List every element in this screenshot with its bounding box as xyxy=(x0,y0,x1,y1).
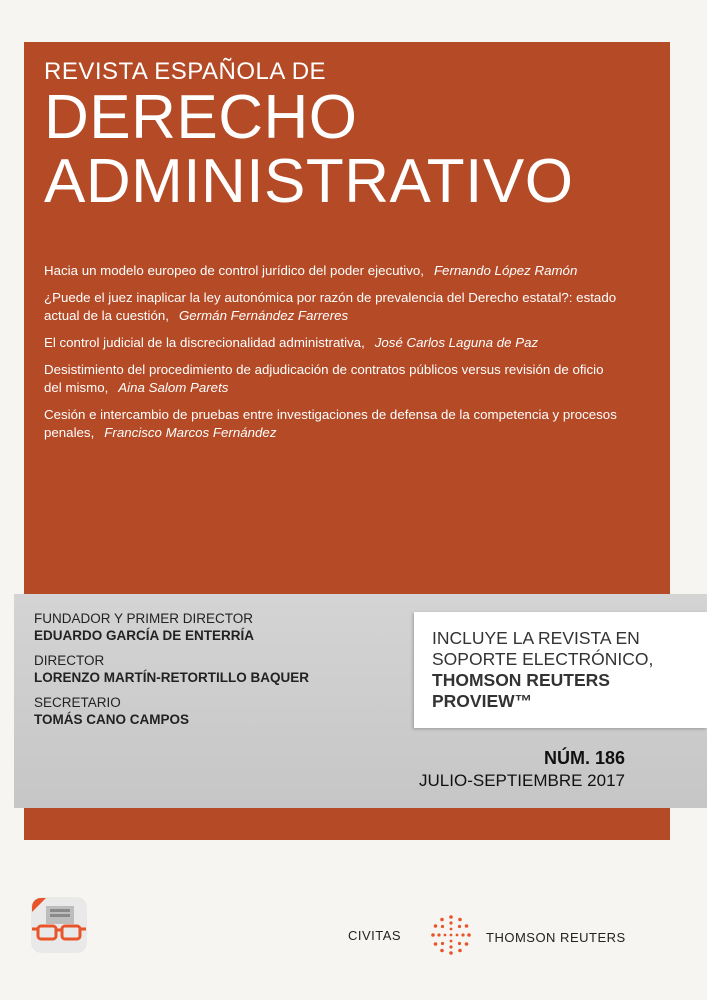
article-title: El control judicial de la discrecionalidad administrativa, xyxy=(44,335,365,350)
toc-item xyxy=(44,334,624,352)
publisher-thomson-reuters: THOMSON REUTERS xyxy=(486,930,626,945)
proview-app-icon xyxy=(32,898,86,952)
issue-info xyxy=(419,746,625,792)
promo-line-1: INCLUYE LA REVISTA EN xyxy=(432,628,640,648)
toc-item xyxy=(44,361,624,397)
title-line-1: DERECHO xyxy=(44,83,358,152)
secretary-role: SECRETARIO xyxy=(34,695,121,710)
secretary-name: TOMÁS CANO CAMPOS xyxy=(34,712,190,727)
title-line-2: ADMINISTRATIVO xyxy=(44,147,574,216)
proview-promo-box xyxy=(414,612,707,728)
article-title: Cesión e intercambio de pruebas entre investigaciones de defensa de la competencia y procesos penales, xyxy=(44,407,617,440)
article-title: ¿Puede el juez inaplicar la ley autonómica por razón de prevalencia del Derecho estatal?: estado actual de la cuestión, xyxy=(44,290,617,323)
journal-kicker: REVISTA ESPAÑOLA DE xyxy=(44,58,327,85)
thomson-reuters-logo-icon xyxy=(430,914,472,956)
founder-name: EDUARDO GARCÍA DE ENTERRÍA xyxy=(34,628,255,643)
issue-number: NÚM. 186 xyxy=(543,748,625,768)
article-author: José Carlos Laguna de Paz xyxy=(374,335,539,350)
toc-item xyxy=(44,289,624,325)
article-author: Aina Salom Parets xyxy=(118,380,229,395)
publisher-civitas: CIVITAS xyxy=(348,928,402,943)
glasses-icon xyxy=(32,898,86,952)
toc-item xyxy=(44,406,624,442)
staff-list xyxy=(34,610,309,736)
article-title: Hacia un modelo europeo de control jurídico del poder ejecutivo, xyxy=(44,263,424,278)
promo-line-2: SOPORTE ELECTRÓNICO, xyxy=(432,649,654,669)
director-role: DIRECTOR xyxy=(34,653,105,668)
journal-title xyxy=(44,83,574,216)
promo-line-3: THOMSON REUTERS xyxy=(432,670,610,690)
article-author: Fernando López Ramón xyxy=(433,263,578,278)
director-name: LORENZO MARTÍN-RETORTILLO BAQUER xyxy=(34,670,309,685)
article-author: Francisco Marcos Fernández xyxy=(104,425,277,440)
table-of-contents xyxy=(44,262,624,451)
promo-text xyxy=(432,628,653,712)
promo-line-4: PROVIEW™ xyxy=(432,691,533,711)
issue-date: JULIO-SEPTIEMBRE 2017 xyxy=(419,771,625,790)
toc-item xyxy=(44,262,624,280)
founder-role: FUNDADOR Y PRIMER DIRECTOR xyxy=(34,611,254,626)
article-author: Germán Fernández Farreres xyxy=(178,308,349,323)
article-title: Desistimiento del procedimiento de adjudicación de contratos públicos versus revisión de oficio del mismo, xyxy=(44,362,604,395)
